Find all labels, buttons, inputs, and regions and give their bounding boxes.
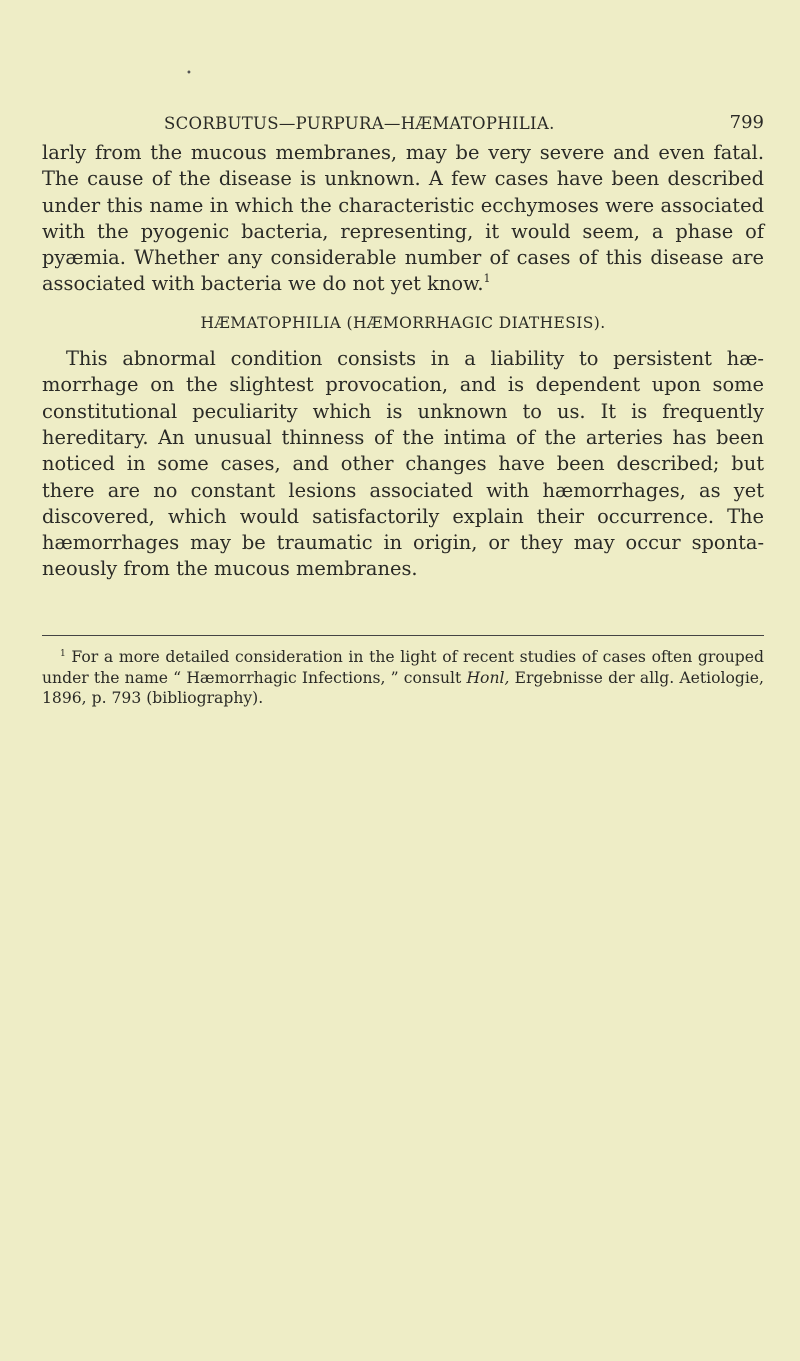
body-text [42, 140, 764, 583]
running-head [44, 114, 764, 140]
running-title: SCORBUTUS—PURPURA—HÆMATOPHILIA. [164, 114, 555, 133]
page-number: 799 [729, 112, 764, 133]
footnote-text-before: For a more detailed consideration in the light of recent studies of cases often grouped under the name “ Hæmorrhagic Infections, ” consult [42, 648, 764, 687]
section-heading: HÆMATOPHILIA (HÆMORRHAGIC DIATHESIS). [200, 313, 606, 332]
footnote-divider [42, 635, 764, 636]
paragraph-1-text: larly from the mucous membranes, may be very severe and even fatal. The cause of the disease is unknown. A few cases have been described under this name in which the characteristic ecchymoses were associated with the pyogenic bacteria, representing, it would seem, a phase of pyæmia. Whether any considerable number of cases of this disease are associated with bacteria we do not yet know. [42, 141, 764, 296]
paragraph-continued [42, 140, 764, 298]
print-speck: • [186, 68, 192, 79]
footnote-reference: 1 [483, 272, 491, 286]
footnote-text-after: Ergebnisse der allg. Aetiologie, 1896, p. 793 (bibliography). [42, 668, 764, 707]
paragraph-haematophilia: This abnormal condition consists in a liability to persistent hæ-morrhage on the slightest provocation, and is dependent upon some constitutional peculiarity which is unknown to us. It is frequently hereditary. An unusual thinness of the intima of the arteries has been noticed in some cases, and other changes have been described; but there are no constant lesions associated with hæmorrhages, as yet discovered, which would satisfactorily explain their occurrence. The hæmorrhages may be traumatic in origin, or they may occur sponta-neously from the mucous membranes. [42, 347, 764, 581]
footnote-marker: 1 [60, 649, 66, 659]
footnote [42, 647, 764, 709]
footnote-author: Honl, [466, 668, 510, 687]
